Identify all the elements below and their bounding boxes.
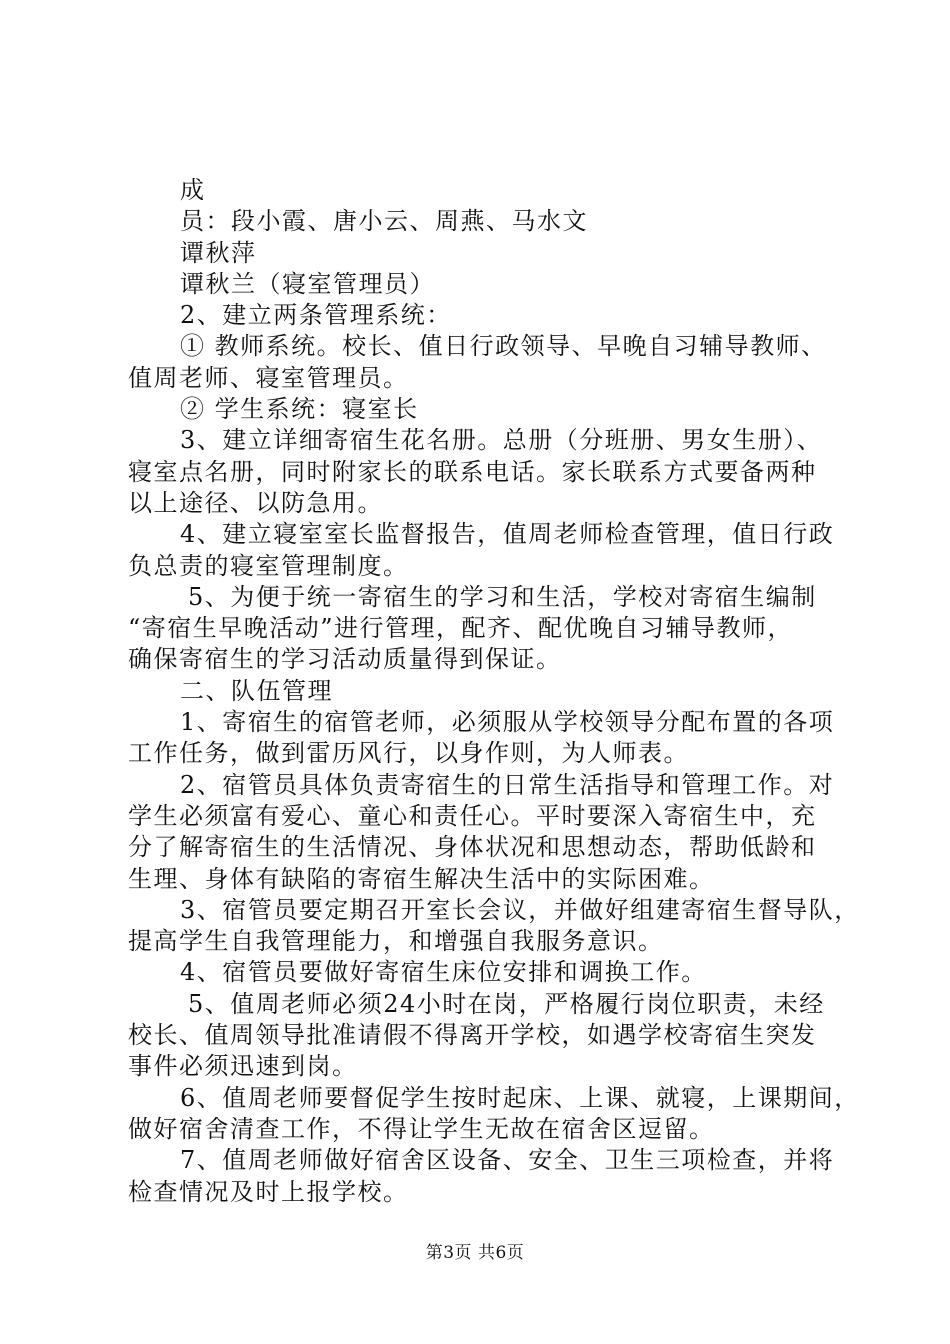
- document-line: 检查情况及时上报学校。: [128, 1177, 409, 1206]
- document-line: ① 教师系统。校长、值日行政领导、早晚自习辅导教师、: [180, 332, 827, 361]
- document-body: [128, 175, 860, 1208]
- document-line: 确保寄宿生的学习活动质量得到保证。: [128, 645, 562, 674]
- document-line: 4、宿管员要做好寄宿生床位安排和调换工作。: [180, 958, 707, 987]
- document-line: 学生必须富有爱心、童心和责任心。平时要深入寄宿生中，充: [128, 801, 817, 830]
- document-line: 事件必须迅速到岗。: [128, 1052, 358, 1081]
- document-line: 4、建立寝室室长监督报告，值周老师检查管理，值日行政: [180, 520, 835, 549]
- document-line: “寄宿生早晚活动”进行管理，配齐、配优晚自习辅导教师，: [128, 614, 794, 643]
- document-line: 分了解寄宿生的生活情况、身体状况和思想动态，帮助低龄和: [128, 833, 817, 862]
- document-line: 7、值周老师做好宿舍区设备、安全、卫生三项检查，并将: [180, 1146, 835, 1175]
- document-line: 6、值周老师要督促学生按时起床、上课、就寝，上课期间，: [180, 1083, 860, 1112]
- document-line: 二、队伍管理: [180, 676, 333, 705]
- document-line: 工作任务，做到雷历风行，以身作则，为人师表。: [128, 739, 689, 768]
- document-line: 1、寄宿生的宿管老师，必须服从学校领导分配布置的各项: [180, 708, 835, 737]
- document-line: 2、宿管员具体负责寄宿生的日常生活指导和管理工作。对: [180, 770, 835, 799]
- document-line: 校长、值周领导批准请假不得离开学校，如遇学校寄宿生突发: [128, 1021, 817, 1050]
- document-line: 员：段小霞、唐小云、周燕、马水文: [180, 207, 588, 236]
- document-line: 生理、身体有缺陷的寄宿生解决生活中的实际困难。: [128, 864, 715, 893]
- document-line: 5、值周老师必须24小时在岗，严格履行岗位职责，未经: [188, 989, 825, 1018]
- document-line: 成: [180, 176, 206, 204]
- document-line: 谭秋兰（寝室管理员）: [180, 269, 435, 298]
- document-line: 5、为便于统一寄宿生的学习和生活，学校对寄宿生编制: [188, 582, 817, 611]
- document-line: 以上途径、以防急用。: [128, 488, 383, 517]
- document-line: 做好宿舍清查工作，不得让学生无故在宿舍区逗留。: [128, 1114, 715, 1143]
- document-line: ② 学生系统：寝室长: [180, 395, 419, 424]
- page-footer: 第3页 共6页: [425, 1243, 525, 1263]
- document-line: 寝室点名册，同时附家长的联系电话。家长联系方式要备两种: [128, 457, 817, 486]
- document-line: 提高学生自我管理能力，和增强自我服务意识。: [128, 927, 664, 956]
- document-line: 值周老师、寝室管理员。: [128, 363, 409, 392]
- document-line: 负总责的寝室管理制度。: [128, 551, 409, 580]
- document-line: 2、建立两条管理系统：: [180, 301, 452, 330]
- document-line: 谭秋萍: [180, 238, 257, 267]
- document-line: 3、宿管员要定期召开室长会议，并做好组建寄宿生督导队，: [180, 895, 860, 924]
- document-line: 3、建立详细寄宿生花名册。总册（分班册、男女生册）、: [180, 426, 823, 455]
